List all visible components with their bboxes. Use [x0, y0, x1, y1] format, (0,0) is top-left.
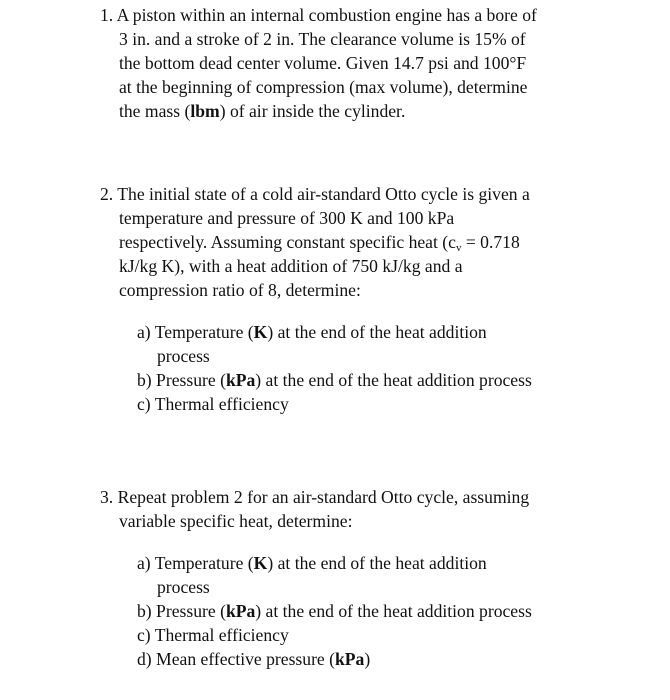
problem-3-line-2: variable specific heat, determine: — [119, 511, 353, 531]
problem-2-number: 2. — [100, 184, 114, 204]
problem-2-part-a: a) Temperature (K) at the end of the heat addition process — [137, 322, 487, 366]
problem-2-line-1: 2. The initial state of a cold air-standard Otto cycle is given a — [100, 184, 530, 204]
problem-3-part-a: a) Temperature (K) at the end of the heat addition process — [137, 553, 487, 597]
subscript-v: v — [455, 242, 462, 254]
problem-2-line-3: respectively. Assuming constant specific heat (cv = 0.718 — [119, 232, 520, 254]
problem-1-line-4: at the beginning of compression (max volume), determine — [119, 77, 528, 97]
problem-2 — [100, 182, 600, 416]
problem-3-part-d: d) Mean effective pressure (kPa) — [137, 649, 371, 669]
problem-3-number: 3. — [100, 487, 114, 507]
problem-3-part-c: c) Thermal efficiency — [137, 625, 289, 645]
problem-1-line-2: 3 in. and a stroke of 2 in. The clearance volume is 15% of — [119, 29, 526, 49]
problem-2-part-c: c) Thermal efficiency — [137, 394, 289, 414]
problem-1 — [100, 3, 600, 123]
problem-3 — [100, 485, 600, 671]
problem-1-line-3: the bottom dead center volume. Given 14.7 psi and 100°F — [119, 53, 527, 73]
problem-2-line-2: temperature and pressure of 300 K and 100 kPa — [119, 208, 455, 228]
problem-3-parts — [137, 551, 600, 671]
problem-2-part-b: b) Pressure (kPa) at the end of the heat addition process — [137, 370, 532, 390]
problem-1-line-1: 1. A piston within an internal combustion engine has a bore of — [100, 5, 537, 25]
problem-2-parts — [137, 320, 600, 416]
unit-lbm: lbm — [190, 101, 220, 121]
problem-3-line-1: 3. Repeat problem 2 for an air-standard Otto cycle, assuming — [100, 487, 530, 507]
problem-2-line-4: kJ/kg K), with a heat addition of 750 kJ/kg and a — [119, 256, 463, 276]
problem-3-part-b: b) Pressure (kPa) at the end of the heat addition process — [137, 601, 532, 621]
problem-1-number: 1. — [100, 5, 114, 25]
problem-2-line-5: compression ratio of 8, determine: — [119, 280, 361, 300]
problem-1-line-5: the mass (lbm) of air inside the cylinder. — [119, 101, 406, 121]
